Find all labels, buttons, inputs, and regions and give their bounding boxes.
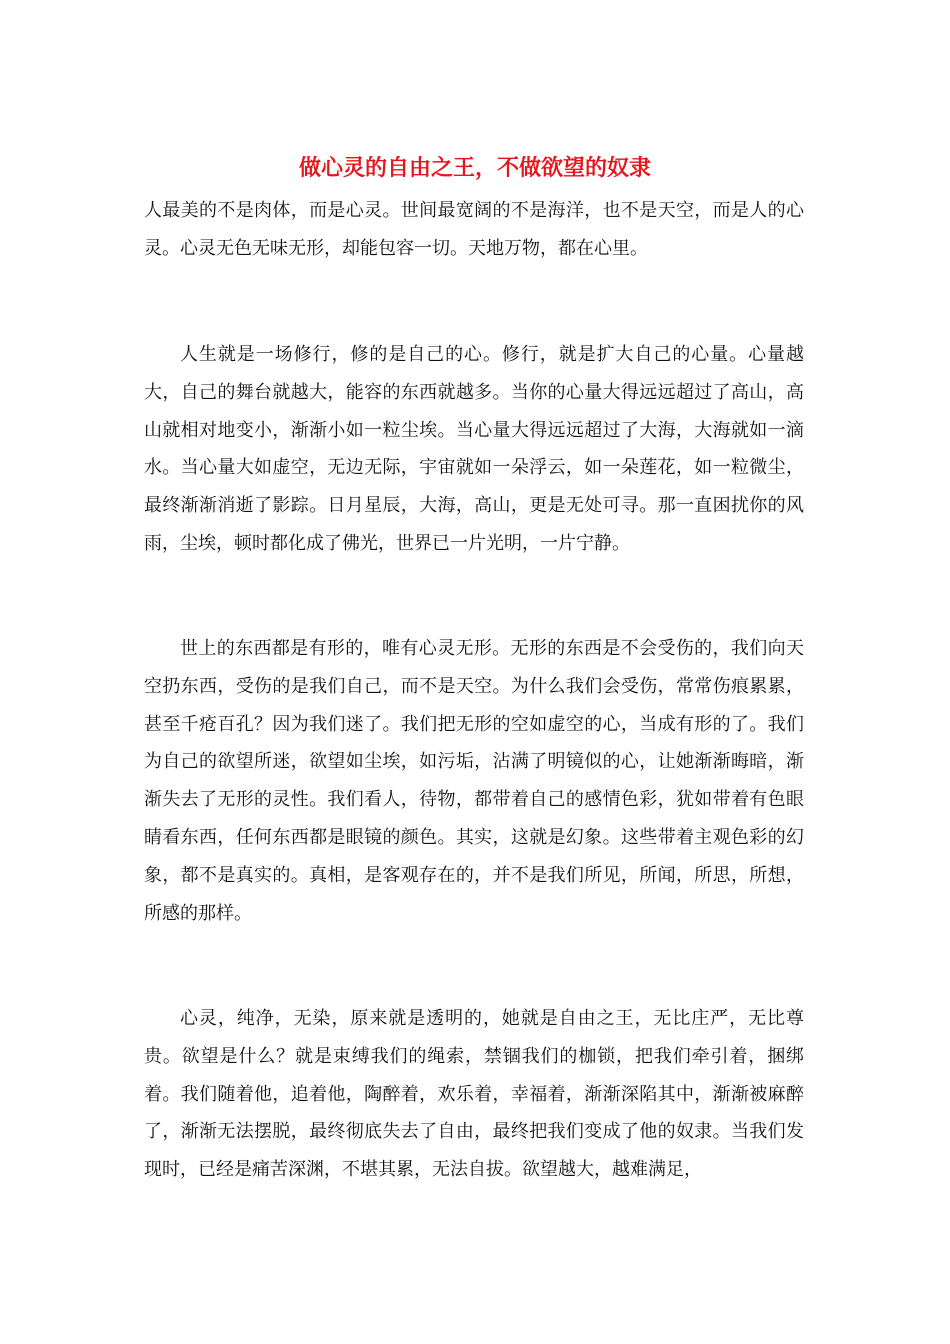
document-title: 做心灵的自由之王，不做欲望的奴隶 — [298, 155, 651, 181]
paragraph-desire: 心灵，纯净，无染，原来就是透明的，她就是自由之王，无比庄严，无比尊贵。欲望是什么？就是束缚我们的绳索，禁锢我们的枷锁，把我们牵引着，捆绑着。我们随着他，追着他，陶醉着，欢乐着，幸福着，渐渐深陷其中，渐渐被麻醉了，渐渐无法摆脱，最终彻底失去了自由，最终把我们变成了他的奴隶。当我们发现时，已经是痛苦深渊，不堪其累，无法自拔。欲望越大，越难满足， — [144, 1008, 804, 1181]
paragraph-cultivation: 人生就是一场修行，修的是自己的心。修行，就是扩大自己的心量。心量越大，自己的舞台就越大，能容的东西就越多。当你的心量大得远远超过了高山，高山就相对地变小，渐渐小如一粒尘埃。当心量大得远远超过了大海，大海就如一滴水。当心量大如虚空，无边无际，宇宙就如一朵浮云，如一朵莲花，如一粒微尘，最终渐渐消逝了影踪。日月星辰，大海，高山，更是无处可寻。那一直困扰你的风雨，尘埃，顿时都化成了佛光，世界已一片光明，一片宁静。 — [144, 344, 804, 554]
paragraph-formless: 世上的东西都是有形的，唯有心灵无形。无形的东西是不会受伤的，我们向天空扔东西，受伤的是我们自己，而不是天空。为什么我们会受伤，常常伤痕累累，甚至千疮百孔？因为我们迷了。我们把无形的空如虚空的心，当成有形的了。我们为自己的欲望所迷，欲望如尘埃，如污垢，沾满了明镜似的心，让她渐渐晦暗，渐渐失去了无形的灵性。我们看人，待物，都带着自己的感情色彩，犹如带着有色眼睛看东西，任何东西都是眼镜的颜色。其实，这就是幻象。这些带着主观色彩的幻象，都不是真实的。真相，是客观存在的，并不是我们所见，所闻，所思，所想，所感的那样。 — [144, 638, 804, 924]
paragraph-intro: 人最美的不是肉体，而是心灵。世间最宽阔的不是海洋，也不是天空，而是人的心灵。心灵无色无味无形，却能包容一切。天地万物，都在心里。 — [144, 200, 804, 259]
